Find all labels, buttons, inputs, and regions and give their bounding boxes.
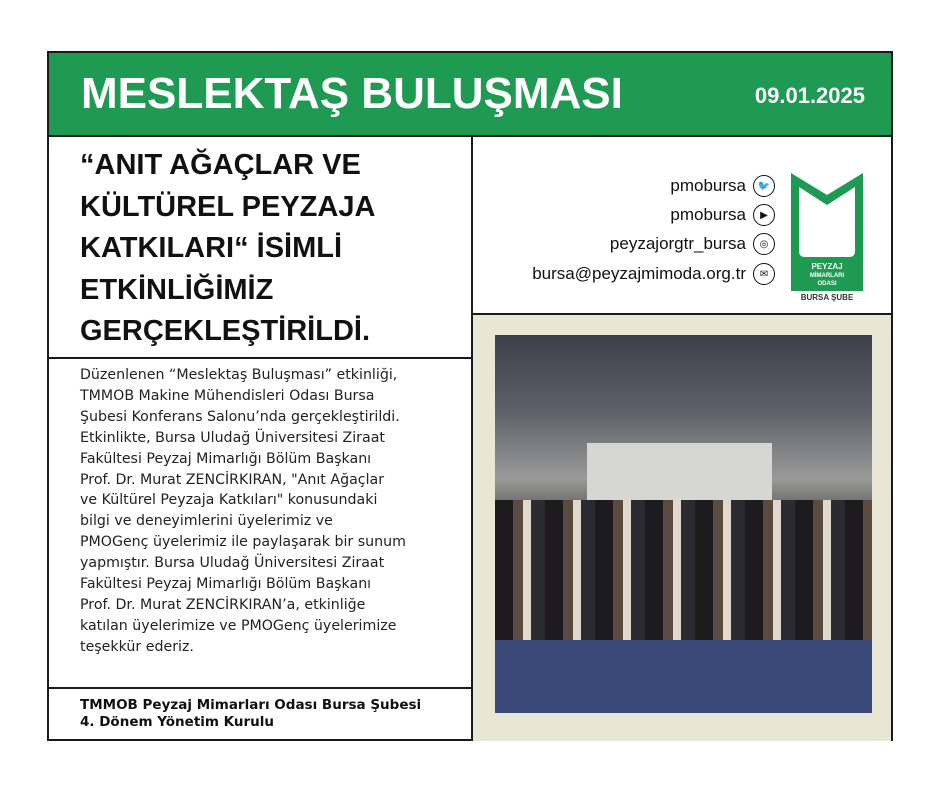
svg-text:PEYZAJ: PEYZAJ (811, 262, 843, 271)
body-line: Fakültesi Peyzaj Mimarlığı Bölüm Başkanı (80, 576, 372, 593)
headline (49, 137, 471, 359)
attendees (495, 500, 872, 640)
contact-email[interactable] (532, 263, 775, 285)
contact-panel (473, 137, 891, 315)
contact-text: pmobursa (670, 205, 746, 224)
body-line: yapmıştır. Bursa Uludağ Üniversitesi Ziraat (80, 555, 385, 572)
body-line: Fakültesi Peyzaj Mimarlığı Bölüm Başkanı (80, 450, 372, 467)
event-group-photo (495, 335, 872, 713)
logo-caption: BURSA ŞUBE (800, 293, 854, 302)
body-line: PMOGenç üyelerimiz ile paylaşarak bir sunum (80, 534, 406, 551)
signature (49, 689, 471, 731)
pmo-logo-icon (791, 173, 863, 291)
contact-twitter[interactable] (670, 175, 775, 197)
contact-instagram[interactable] (610, 233, 775, 255)
body-line: katılan üyelerimize ve PMOGenç üyelerimize (80, 617, 397, 634)
headline-line: ETKİNLİĞİMİZ (80, 273, 274, 306)
body-line: Düzenlenen “Meslektaş Buluşması” etkinliği, (80, 367, 398, 383)
left-column (49, 137, 473, 741)
contact-youtube[interactable] (670, 204, 775, 226)
body-line: Etkinlikte, Bursa Uludağ Üniversitesi Ziraat (80, 429, 385, 446)
svg-text:MİMARLARI: MİMARLARI (809, 273, 845, 279)
email-icon: ✉ (753, 263, 775, 285)
body-line: Prof. Dr. Murat ZENCİRKIRAN, "Anıt Ağaçlar (80, 471, 385, 488)
body-line: TMMOB Makine Mühendisleri Odası Bursa (80, 387, 375, 404)
youtube-icon: ▶ (753, 204, 775, 226)
body-line: teşekkür ederiz. (80, 638, 194, 655)
body-line: Prof. Dr. Murat ZENCİRKIRAN’a, etkinliğe (80, 596, 366, 613)
svg-text:ODASI: ODASI (817, 281, 837, 287)
headline-line: KÜLTÜREL PEYZAJA (80, 190, 376, 223)
event-date: 09.01.2025 (754, 83, 865, 108)
contact-text: peyzajorgtr_bursa (609, 234, 746, 253)
body-line: Şubesi Konferans Salonu’nda gerçekleştirildi. (80, 408, 400, 425)
poster (47, 51, 893, 741)
header-banner (49, 53, 891, 137)
body-line: ve Kültürel Peyzaja Katkıları" konusundaki (80, 492, 378, 509)
headline-line: GERÇEKLEŞTİRİLDİ. (80, 315, 371, 347)
photo-panel (473, 315, 891, 741)
body-line: bilgi ve deneyimlerini üyelerimiz ve (80, 513, 333, 530)
signature-board: 4. Dönem Yönetim Kurulu (80, 714, 275, 730)
instagram-icon: ◎ (753, 233, 775, 255)
contact-text: bursa@peyzajmimoda.org.tr (532, 264, 746, 283)
headline-line: KATKILARI“ İSİMLİ (80, 232, 343, 264)
body-text (49, 359, 471, 689)
auditorium-seats (495, 640, 872, 713)
poster-title: MESLEKTAŞ BULUŞMASI (81, 69, 623, 118)
headline-line: “ANIT AĞAÇLAR VE (80, 149, 361, 181)
signature-org: TMMOB Peyzaj Mimarları Odası Bursa Şubesi (80, 697, 422, 713)
twitter-icon: 🐦 (753, 175, 775, 197)
contact-text: pmobursa (670, 176, 746, 195)
